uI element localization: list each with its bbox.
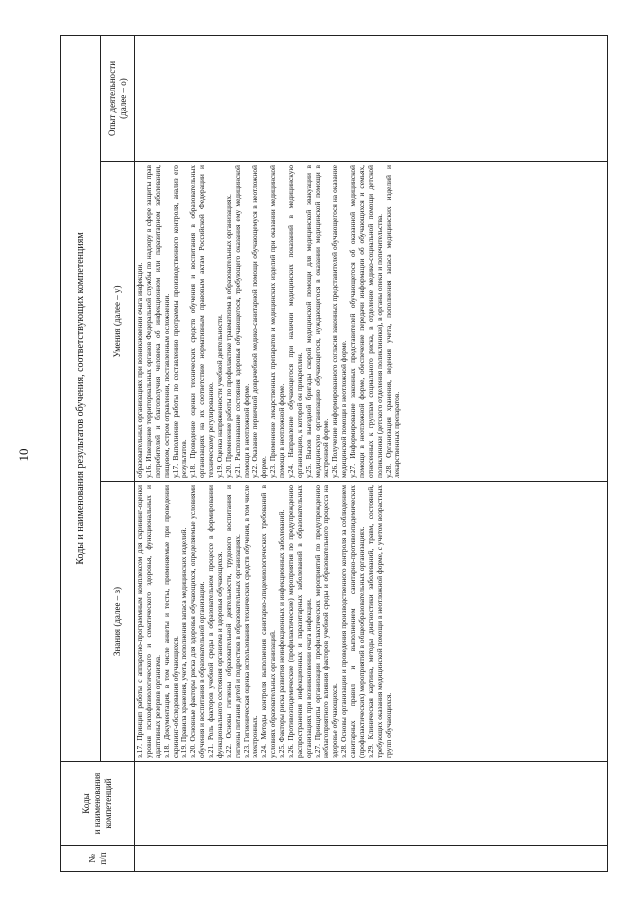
knowledge-item: з.19. Правила хранения, учета, пополнения запаса медицинских изделий. <box>179 527 189 758</box>
knowledge-item: з.18. Документация, в том числе анкеты и тесты, применяемые при проведении скрининг-обследования обучающихся. <box>161 485 180 758</box>
skill-item: у.20. Применение работы по профилактике травматизма в образовательных организациях. <box>223 194 233 478</box>
col-skills-header: Умения (далее – у) <box>101 162 135 482</box>
col-results-header: Коды и наименования результатов обучения, соответствующих компетенциям <box>61 36 101 762</box>
col-codes-header: Коды и наименования компетенций <box>61 762 135 846</box>
skill-item: у.21. Распознавание состояния здоровья обучающегося, требующего оказания ему медицинской помощи в неотложной форме. <box>232 165 251 478</box>
competency-table <box>60 35 608 872</box>
knowledge-item: з.24. Методы контроля выполнения санитарно-эпидемиологических требований в условиях образовательных организаций. <box>259 485 278 758</box>
skill-item: у.22. Оказание первичной доврачебной медико-санитарной помощи обучающемуся в неотложной форме. <box>250 165 269 478</box>
document-sheet <box>60 36 608 872</box>
experience-cell <box>135 36 608 162</box>
knowledge-item: з.17. Принцип работы с аппаратно-программным комплексом для скрининг-оценки уровня психофизиологического и соматического здоровья, функциональных и адаптивных резервов организма. <box>135 485 162 758</box>
knowledge-item: з.21. Роль факторов учебной среды в образовательном процессе в формировании функционального состояния организма и здоровья обучающихся. <box>206 485 224 758</box>
skill-item: образовательных организациях при возникновении очага инфекции. <box>135 262 144 478</box>
knowledge-item: з.27. Принципы организации профилактических мероприятий по предупреждению неблагоприятного влияния факторов учебной среды и образовательного процесса на здоровье обучающихся. <box>312 485 340 758</box>
skill-item: у.26. Получение информированного согласия законных представителей обучающегося на оказание медицинской помощи в неотложной форме. <box>330 165 349 478</box>
skill-item: у.17. Выполнение работы по составлению программы производственного контроля, анализ его результатов. <box>170 165 189 478</box>
skill-item: у.24. Направление обучающегося при наличии медицинских показаний в медицинскую организацию, к которой он прикреплен. <box>285 165 304 478</box>
col-number-header: № п/п <box>61 846 135 872</box>
skills-cell <box>135 162 608 482</box>
skill-item: у.16. Извещение территориальных органов Федеральной службы по надзору в сфере защиты прав потребителей и благополучия человека об инфекционном или паразитарном заболевании, пищевом, остром отравлении, поставленным осложнении. <box>143 165 171 478</box>
col-knowledge-header: Знания (далее – з) <box>101 482 135 762</box>
knowledge-item: з.26. Противоэпидемические (профилактические) мероприятия по предупреждению распространения инфекционных и паразитарных заболеваний в образовательных организациях при возникновении очага инфекции. <box>285 485 313 758</box>
skill-item: у.25. Вызов выездной бригады скорой медицинской помощи для медицинской эвакуации в медицинскую организацию обучающегося, нуждающегося в оказании медицинской помощи в экстренной форме. <box>303 165 331 478</box>
skill-item: у.28. Организация хранения, ведения учета, пополнения запаса медицинских изделий и лекарственных препаратов. <box>383 165 402 478</box>
knowledge-item: з.25. Факторы риска развития неинфекционных и инфекционных заболеваний. <box>277 509 286 758</box>
row-number-cell <box>135 846 608 872</box>
knowledge-item: з.20. Основные факторы риска для здоровья обучающихся, определяемые условиями обучения и воспитания в образовательной организации. <box>188 485 207 758</box>
skill-item: у.27. Информирование законных представителей обучающегося об оказанной медицинской помощи в неотложной форме, обеспечение передачи информации об обучающихся и семьях, отнесенных к группам социального риска, в отделение медико-социальной помощи детской поликлиники (детского отделения поликлиники), в органы опеки и попечительства. <box>348 165 384 478</box>
row-codes-cell <box>135 762 608 846</box>
knowledge-cell <box>135 482 608 762</box>
skill-item: у.18. Проведение оценки технических средств обучения и воспитания в образовательных организациях на их соответствие нормативным правовым актам Российской Федерации и техническому регулированию. <box>188 165 215 478</box>
knowledge-item: з.29. Клиническая картина, методы диагностики заболеваний, травм, состояний, требующих оказания медицинской помощи в неотложной форме, с учетом возрастных групп обучающихся. <box>365 485 393 758</box>
knowledge-item: з.28. Основы организации и проведения производственного контроля за соблюдением санитарных правил и выполнением санитарно-противоэпидемических (профилактических) мероприятий в общеобразовательных организациях. <box>339 485 366 758</box>
skill-item: у.19. Оценка напряженности учебной деятельности. <box>214 314 224 478</box>
skill-item: у.23. Применение лекарственных препаратов и медицинских изделий при оказании медицинской помощи в неотложной форме. <box>268 165 286 478</box>
page-number: 10 <box>16 448 31 462</box>
col-experience-header: Опыт деятельности (далее – о) <box>101 36 135 162</box>
knowledge-item: з.22. Основы гигиены образовательной деятельности, трудового воспитания и гигиены питания детей и подростков в образовательных организациях. <box>223 485 242 758</box>
knowledge-item: з.23. Гигиеническая оценка использования технических средств обучения, в том числе электронных. <box>241 485 260 758</box>
